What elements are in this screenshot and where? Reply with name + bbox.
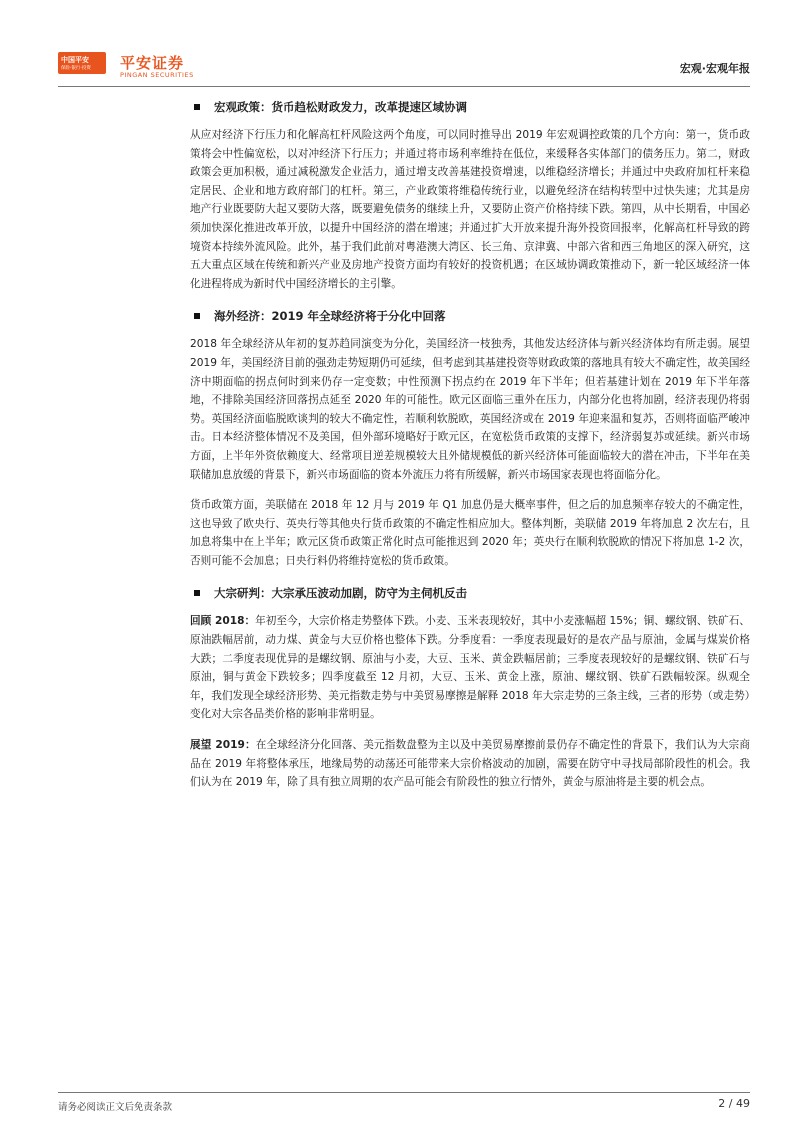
main-content: [190, 98, 750, 804]
brand-name-en: PINGAN SECURITIES: [120, 71, 194, 79]
logo-small-bottom: 保险·银行·投资: [61, 66, 91, 71]
section-heading-commodities: [190, 584, 750, 602]
brand-name-cn: 平安证券: [120, 54, 185, 72]
paragraph: 展望 2019：在全球经济分化回落、美元指数盘整为主以及中美贸易摩擦前景仍存不确定性的背景下，我们认为大宗商品在 2019 年将整体承压，地缘局势的动荡还可能带来大宗价格波动的加剧，需要在防守中寻找局部阶段性的机会。我们认为在 2019 年，除了具有独立周期的农产品可能会有阶段性的独立行情外，黄金与原油将是主要的机会点。: [190, 739, 750, 789]
paragraph: 2018 年全球经济从年初的复苏趋同演变为分化，美国经济一枝独秀，其他发达经济体与新兴经济体均有所走弱。展望 2019 年，美国经济目前的强劲走势短期仍可延续，但考虑到其基建投资等财政政策的落地具有较大不确定性，故美国经济中期面临的拐点何时到来仍存一定变数；中性预测下拐点约在 2019 年下半年；但若基建计划在 2019 年下半年落地，不排除美国经济回落拐点延至 2020 年的可能性。欧元区面临三重外在压力，内部分化也将加剧，经济表现仍将弱势。英国经济面临脱欧谈判的较大不确定性，若顺利软脱欧，英国经济或在 2019 年迎来温和复苏，否则将面临严峻冲击。日本经济整体情况不及美国，但外部环境略好于欧元区，在宽松货币政策的支撑下，经济弱复苏或延续。新兴市场方面，上半年外资依赖度大、经常项目逆差规模较大且外储规模低的新兴经济体可能面临较大的潜在冲击，下半年在美联储加息放缓的背景下，新兴市场面临的资本外流压力将有所缓解，新兴市场国家表现也将面临分化。: [190, 338, 751, 481]
section-heading-text: 海外经济：2019 年全球经济将于分化中回落: [214, 309, 446, 324]
section-heading-text: 宏观政策：货币趋松财政发力，改革提速区域协调: [214, 100, 467, 114]
section-heading-overseas-economy: [190, 307, 750, 325]
paragraph: 回顾 2018：年初至今，大宗价格走势整体下跌。小麦、玉米表现较好，其中小麦涨幅超 15%；铜、螺纹钢、铁矿石、原油跌幅居前，动力煤、黄金与大豆价格也整体下跌。分季度看：一季度表现最好的是农产品与原油，金属与煤炭价格大跌；二季度表现优异的是螺纹钢、原油与小麦，大豆、玉米、黄金跌幅居前；三季度表现较好的是螺纹钢、铁矿石与原油，铜与黄金下跌较多；四季度截至 12 月初，大豆、玉米、黄金上涨，原油、螺纹钢、铁矿石跌幅较深。纵观全年，我们发现全球经济形势、美元指数走势与中美贸易摩擦是解释 2018 年大宗走势的三条主线，三者的形势（或走势）变化对大宗各品类价格的影响非常明显。: [190, 615, 750, 721]
section-heading-text: 大宗研判：大宗承压波动加剧，防守为主伺机反击: [214, 586, 467, 601]
page-number: 2 / 49: [718, 1097, 750, 1110]
footer-divider: [58, 1092, 750, 1093]
square-bullet-icon: [194, 590, 200, 596]
paragraph: 货币政策方面，美联储在 2018 年 12 月与 2019 年 Q1 加息仍是大概率事件，但之后的加息频率存较大的不确定性，这也导致了欧央行、英央行等其他央行货币政策的不确定性相应加大。整体判断，美联储 2019 年将加息 2 次左右，且加息将集中在上半年；欧元区货币政策正常化时点可能推迟到 2020 年；英央行在顺利软脱欧的情况下将加息 1-2 次，否则可能不会加息；日央行料仍将维持宽松的货币政策。: [190, 499, 750, 567]
square-bullet-icon: [194, 313, 200, 319]
section-heading-macro-policy: [190, 98, 750, 116]
footer-disclaimer: 请务必阅读正文后免责条款: [58, 1102, 173, 1113]
document-type: 宏观·宏观年报: [679, 62, 750, 75]
logo-small-top: 中国平安: [61, 56, 89, 64]
pingan-group-logo: [58, 52, 106, 74]
page-header: [58, 52, 750, 82]
paragraph: 从应对经济下行压力和化解高杠杆风险这两个角度，可以同时推导出 2019 年宏观调控政策的几个方向：第一，货币政策将会中性偏宽松，以对冲经济下行压力；并通过将市场利率维持在低位，来缓释各实体部门的债务压力。第二，财政政策会更加积极，通过减税激发企业活力，通过增支改善基建投资增速，以维稳经济增长；并通过中央政府加杠杆来稳定居民、企业和地方政府部门的杠杆。第三，产业政策将维稳传统行业，以避免经济在结构转型中过快失速；尤其是房地产行业既要防大起又要防大落，既要避免债务的继续上升，又要防止资产价格持续下跌。第四，从中长期看，中国必须加快深化推进改革开放，以提升中国经济的潜在增速；并通过扩大开放来提升海外投资回报率，化解高杠杆导致的跨境资本持续外流风险。此外，基于我们此前对粤港澳大湾区、长三角、京津冀、中部六省和西三角地区的深入研究，这五大重点区域在传统和新兴产业及房地产投资方面均有较好的投资机遇；在区域协调政策推动下，新一轮区域经济一体化进程将成为新时代中国经济增长的主引擎。: [190, 129, 750, 290]
header-divider: [58, 86, 750, 87]
square-bullet-icon: [194, 104, 200, 110]
